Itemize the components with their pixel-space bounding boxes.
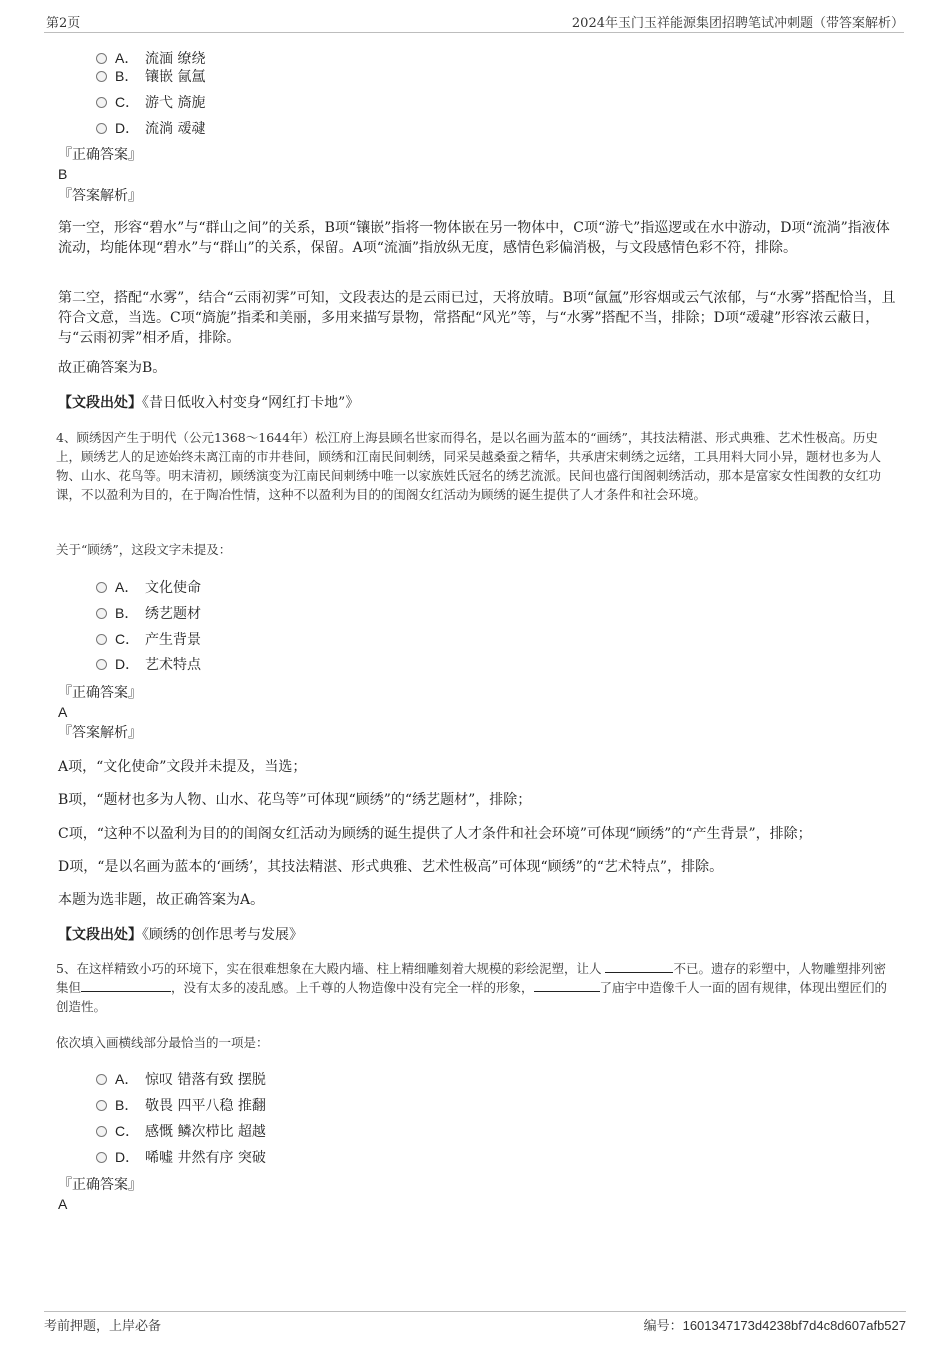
source-label: 【文段出处】	[58, 927, 142, 943]
radio-icon[interactable]	[96, 608, 107, 619]
q3-option-b[interactable]: B． 镶嵌 氤氲	[96, 65, 205, 87]
fill-blank-3[interactable]	[534, 979, 600, 992]
document-title: 2024年玉门玉祥能源集团招聘笔试冲刺题（带答案解析）	[571, 16, 904, 31]
page-number: 第2页	[46, 16, 81, 31]
q3-analysis-label: 『答案解析』	[58, 188, 142, 204]
q5-passage: 5、在这样精致小巧的环境下，实在很难想象在大殿内墙、柱上精细雕刻着大规模的彩绘泥塑，让人 不已。遗存的彩塑中，人物雕塑排列密集但 ，没有太多的凌乱感。上千尊的人物造像中没有完全一样的形象， 了庙宇中造像千人一面的固有规律，体现出塑匠们的创造性。	[56, 961, 888, 1014]
radio-icon[interactable]	[96, 1100, 107, 1111]
document-id: 编号：1601347173d4238bf7d4c8d607afb527	[643, 1318, 906, 1333]
page-footer	[44, 1311, 906, 1336]
q5-option-a[interactable]: A． 惊叹 错落有致 摆脱	[96, 1068, 266, 1090]
radio-icon[interactable]	[96, 71, 107, 82]
q3-option-d[interactable]: D． 流淌 叆叇	[96, 117, 205, 139]
source-label: 【文段出处】	[58, 395, 142, 411]
radio-icon[interactable]	[96, 1152, 107, 1163]
q5-answer-label: 『正确答案』	[58, 1177, 142, 1193]
fill-blank-2[interactable]	[81, 979, 171, 992]
q3-analysis-conclusion: 故正确答案为B。	[58, 360, 167, 376]
radio-icon[interactable]	[96, 53, 107, 64]
q4-answer-label: 『正确答案』	[58, 685, 142, 701]
q5-prompt: 依次填入画横线部分最恰当的一项是：	[56, 1035, 269, 1050]
radio-icon[interactable]	[96, 1126, 107, 1137]
q4-analysis-a: A项，“文化使命”文段并未提及，当选；	[58, 759, 307, 775]
q4-option-a[interactable]: A． 文化使命	[96, 576, 201, 598]
page-header	[44, 12, 904, 33]
q3-option-c[interactable]: C． 游弋 旖旎	[96, 91, 205, 113]
q4-option-b[interactable]: B． 绣艺题材	[96, 602, 201, 624]
footer-slogan: 考前押题，上岸必备	[44, 1319, 162, 1334]
q3-source	[58, 393, 359, 413]
q4-passage: 4、顾绣因产生于明代（公元1368～1644年）松江府上海县顾名世家而得名，是以名画为蓝本的“画绣”，其技法精湛、形式典雅、艺术性极高。历史上，顾绣艺人的足迹始终未离江南的市井巷间，顾绣和江南民间刺绣，同采吴越桑蚕之精华，共承唐宋刺绣之远绪，工具用料大同小异，题材也多为人物、山水、花鸟等。明末清初，顾绣演变为江南民间刺绣中唯一以家族姓氏冠名的绣艺流派。民间也盛行闺阁刺绣活动，那本是富家女性闺教的女红功课，不以盈利为目的，在于陶冶性情，这种不以盈利为目的的闺阁女红活动为顾绣的诞生提供了人才条件和社会环境。	[56, 430, 882, 502]
q4-option-c[interactable]: C． 产生背景	[96, 628, 201, 650]
q5-option-d[interactable]: D． 唏嘘 井然有序 突破	[96, 1146, 266, 1168]
q3-analysis-paragraph-2: 第二空，搭配“水雾”，结合“云雨初霁”可知，文段表达的是云雨已过，天将放晴。B项“氤氲”形容烟或云气浓郁，与“水雾”搭配恰当，且符合文意，当选。C项“旖旎”指柔和美丽，多用来描写景物，常搭配“风光”等，与“水雾”搭配不当，排除；D项“叆叇”形容浓云蔽日，与“云雨初霁”相矛盾，排除。	[58, 290, 896, 346]
q4-option-d[interactable]: D． 艺术特点	[96, 653, 201, 675]
q4-analysis-label: 『答案解析』	[58, 725, 142, 741]
radio-icon[interactable]	[96, 97, 107, 108]
source-title: 《昔日低收入村变身“网红打卡地”》	[142, 395, 360, 411]
q4-answer: A	[58, 704, 68, 720]
q4-prompt: 关于“顾绣”，这段文字未提及：	[56, 542, 232, 557]
radio-icon[interactable]	[96, 634, 107, 645]
q3-analysis-paragraph-1: 第一空，形容“碧水”与“群山之间”的关系，B项“镶嵌”指将一物体嵌在另一物体中，C项“游弋”指巡逻或在水中游动，D项“流淌”指液体流动，均能体现“碧水”与“群山”的关系，保留。A项“流湎”指放纵无度，感情色彩偏消极，与文段感情色彩不符，排除。	[58, 220, 890, 256]
q4-source	[58, 925, 303, 945]
radio-icon[interactable]	[96, 123, 107, 134]
radio-icon[interactable]	[96, 1074, 107, 1085]
fill-blank-1[interactable]	[605, 960, 673, 973]
q3-option-a[interactable]: A． 流湎 缭绕	[96, 47, 205, 69]
q4-analysis-conclusion: 本题为选非题，故正确答案为A。	[58, 892, 265, 908]
radio-icon[interactable]	[96, 582, 107, 593]
q5-option-b[interactable]: B． 敬畏 四平八稳 推翻	[96, 1094, 266, 1116]
q4-analysis-d: D项，“是以名画为蓝本的‘画绣’，其技法精湛、形式典雅、艺术性极高”可体现“顾绣”的“艺术特点”，排除。	[58, 859, 724, 875]
q4-analysis-c: C项，“这种不以盈利为目的的闺阁女红活动为顾绣的诞生提供了人才条件和社会环境”可体现“顾绣”的“产生背景”，排除；	[58, 826, 812, 842]
source-title: 《顾绣的创作思考与发展》	[142, 927, 303, 943]
q5-answer: A	[58, 1196, 68, 1212]
q4-analysis-b: B项，“题材也多为人物、山水、花鸟等”可体现“顾绣”的“绣艺题材”，排除；	[58, 792, 532, 808]
q3-answer: B	[58, 166, 68, 182]
q5-option-c[interactable]: C． 感慨 鳞次栉比 超越	[96, 1120, 266, 1142]
radio-icon[interactable]	[96, 659, 107, 670]
q3-answer-label: 『正确答案』	[58, 147, 142, 163]
